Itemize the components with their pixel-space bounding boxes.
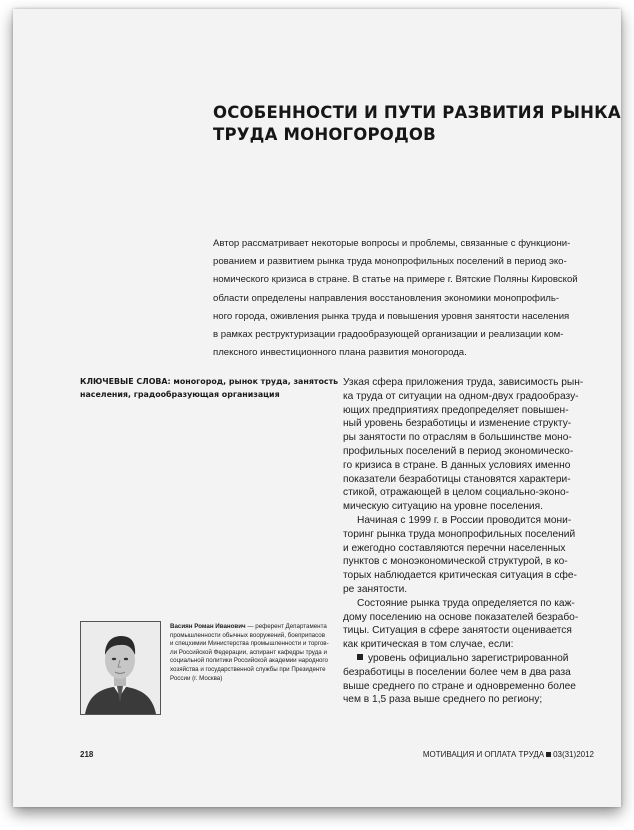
article-body	[343, 376, 595, 707]
body-line: пунктов с моноэкономической структурой, в ко-	[343, 556, 568, 568]
body-line: мическую ситуацию на уровне поселения.	[343, 501, 543, 513]
body-line: чем в 1,5 раза выше среднего по региону;	[343, 694, 543, 706]
keywords	[80, 376, 339, 401]
body-line: го кризиса в стране. В данных условиях именно	[343, 459, 571, 471]
body-line: и ежегодно составляются перечни населенных	[343, 542, 566, 554]
body-line: Начиная с 1999 г. в России проводится мони-	[357, 514, 572, 526]
title-line: ТРУДА МОНОГОРОДОВ	[213, 125, 436, 144]
body-line: ный уровень безработицы и изменение структу-	[343, 418, 572, 430]
abstract-line: рованием и развитием рынка труда монопрофильных поселений в период эко-	[213, 256, 567, 268]
author-bio-line: промышленности обычных вооружений, боеприпасов	[170, 631, 326, 639]
abstract-line: номического кризиса в стране. В статье на примере г. Вятские Поляны Кировской	[213, 274, 578, 286]
body-line: уровень официально зарегистрированной	[368, 652, 569, 664]
body-line: показатели безработицы становятся характери-	[343, 473, 571, 485]
bullet-item	[343, 652, 595, 666]
body-line: как критическая в том случае, если:	[343, 639, 514, 651]
body-line: стикой, отражающей в целом социально-эконо-	[343, 487, 570, 499]
author-bio-line: ли Российской Федерации, аспирант кафедры труда и	[170, 648, 327, 656]
journal-name: МОТИВАЦИЯ И ОПЛАТА ТРУДА	[422, 750, 545, 759]
magazine-page	[13, 9, 621, 807]
body-line: ющих предприятиях предопределяет повышен-	[343, 404, 569, 416]
body-line: Узкая сфера приложения труда, зависимость рын-	[343, 377, 584, 388]
body-line: тицы. Ситуация в сфере занятости оценивается	[343, 625, 572, 637]
body-line: выше среднего по стране и одновременно более	[343, 680, 576, 692]
author-bio-line: социальной политики Российской академии народного	[170, 657, 328, 665]
author-portrait-icon	[81, 622, 160, 714]
body-line: дому поселению на основе показателей безрабо-	[343, 611, 579, 623]
author-photo	[80, 621, 161, 715]
body-line: ры занятости по отраслям в большинстве моно-	[343, 432, 572, 444]
abstract-line: области определены направления восстановления экономики монопрофиль-	[213, 292, 560, 304]
author-bio-line: — референт Департамента	[245, 623, 327, 630]
author-name: Васиян Роман Иванович	[170, 623, 246, 630]
body-line: профильных поселений в период экономическо-	[343, 445, 574, 457]
body-line: торинг рынка труда монопрофильных поселений	[343, 528, 576, 540]
body-line: ка труда от ситуации на одном-двух градообразу-	[343, 390, 579, 402]
keywords-line: КЛЮЧЕВЫЕ СЛОВА: моногород, рынок труда, занятость	[80, 377, 339, 386]
body-line: Состояние рынка труда определяется по каж-	[357, 597, 575, 609]
keywords-line: населения, градообразующая организация	[80, 389, 280, 399]
journal-issue: 03(31)2012	[553, 750, 594, 759]
abstract-line: плексного инвестиционного плана развития моногорода.	[213, 347, 467, 359]
author-bio-line: и спецхимии Министерства промышленности и торгов-	[170, 640, 329, 648]
body-line: безработицы в поселении более чем в два раза	[343, 666, 571, 678]
title-line: ОСОБЕННОСТИ И ПУТИ РАЗВИТИЯ РЫНКА	[213, 103, 621, 122]
author-bio-line: России (г. Москва)	[170, 674, 223, 682]
abstract-line: ного города, оживления рынка труда и повышения уровня занятости населения	[213, 310, 570, 322]
article-abstract	[213, 235, 599, 362]
page-number: 218	[80, 750, 94, 759]
bullet-square-icon	[357, 654, 363, 660]
author-info	[170, 623, 330, 683]
journal-footer	[423, 750, 594, 759]
body-line: ре занятости.	[343, 583, 408, 595]
abstract-line: в рамках реструктуризации градообразующей организации и реализации ком-	[213, 329, 564, 341]
abstract-line: Автор рассматривает некоторые вопросы и проблемы, связанные с функциони-	[213, 238, 571, 249]
article-title	[213, 102, 621, 146]
square-separator-icon	[546, 752, 551, 757]
body-line: торых наблюдается критическая ситуация в сфе-	[343, 570, 577, 582]
author-bio-line: хозяйства и государственной службы при Президенте	[170, 665, 326, 673]
